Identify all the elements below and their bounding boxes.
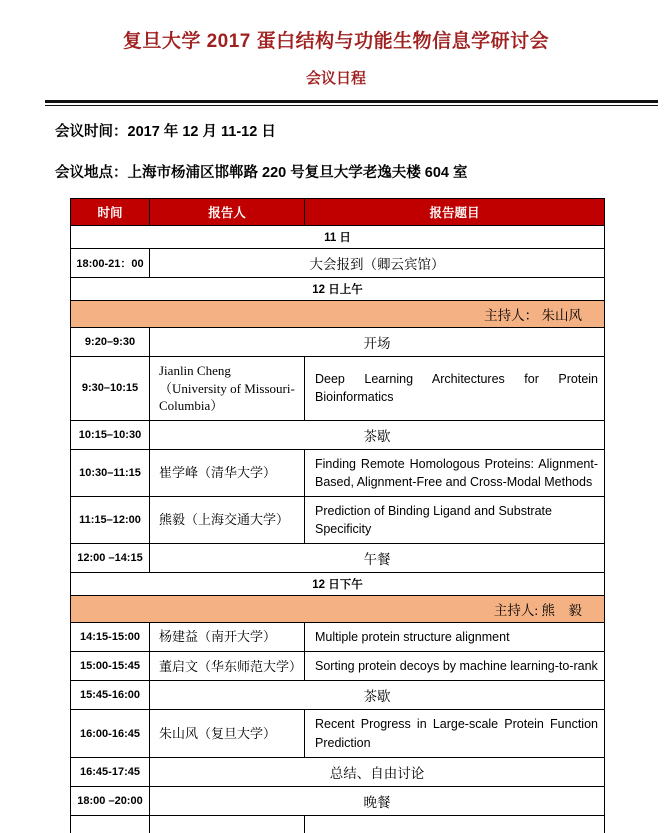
time-cell: 9:30–10:15 (71, 357, 150, 421)
time-cell: 15:45-16:00 (71, 681, 150, 710)
meeting-time: 会议时间：2017 年 12 月 11-12 日 (55, 124, 276, 140)
time-cell: 10:30–11:15 (71, 449, 150, 496)
time-cell: 16:45-17:45 (71, 757, 150, 786)
table-row (71, 623, 605, 652)
event-cell: 茶歇 (150, 420, 605, 449)
talk-title-cell: Sorting protein decoys by machine learning-to-rank (305, 652, 605, 681)
table-row (71, 544, 605, 573)
table-row (71, 757, 605, 786)
section-label: 12 日上午 (71, 278, 605, 301)
table-row (71, 420, 605, 449)
document-subtitle: 会议日程 (305, 70, 366, 87)
event-cell: 茶歇 (150, 681, 605, 710)
speaker-cell: 朱山风（复旦大学） (150, 710, 305, 757)
time-cell: 15:00-15:45 (71, 652, 150, 681)
table-row (71, 357, 605, 421)
section-row-day2-morning (71, 278, 605, 301)
host-label: 主持人: 熊 毅 (71, 596, 605, 623)
speaker-cell: Jianlin Cheng （University of Missouri-Columbia） (150, 357, 305, 421)
section-row-day2-afternoon (71, 573, 605, 596)
talk-title-cell: Recent Progress in Large-scale Protein Function Prediction (305, 710, 605, 757)
time-cell: 18:00 –20:00 (71, 786, 150, 815)
document-title: 复旦大学 2017 蛋白结构与功能生物信息学研讨会 (122, 31, 550, 52)
column-header-time: 时间 (71, 199, 150, 226)
talk-title-cell: Finding Remote Homologous Proteins: Alignment-Based, Alignment-Free and Cross-Modal Methods (305, 449, 605, 496)
host-row (71, 596, 605, 623)
section-label: 11 日 (71, 226, 605, 249)
table-row (71, 652, 605, 681)
time-cell: 12:00 –14:15 (71, 544, 150, 573)
table-row-cutoff (71, 815, 605, 833)
meeting-location: 会议地点：上海市杨浦区邯郸路 220 号复旦大学老逸夫楼 604 室 (55, 165, 468, 181)
talk-title-cell: Multiple protein structure alignment (305, 623, 605, 652)
speaker-cell: 崔学峰（清华大学） (150, 449, 305, 496)
table-row (71, 681, 605, 710)
table-row (71, 496, 605, 543)
speaker-cell: 熊毅（上海交通大学） (150, 496, 305, 543)
host-row (71, 301, 605, 328)
talk-title-cell: Deep Learning Architectures for Protein Bioinformatics (305, 357, 605, 421)
event-cell: 总结、自由讨论 (150, 757, 605, 786)
table-row (71, 328, 605, 357)
time-cell: 18:00-21：00 (71, 249, 150, 278)
time-cell: 9:20–9:30 (71, 328, 150, 357)
speaker-cell: 董启文（华东师范大学） (150, 652, 305, 681)
talk-title-cell: Prediction of Binding Ligand and Substrate Specificity (305, 496, 605, 543)
event-cell: 晚餐 (150, 786, 605, 815)
speaker-cell: 杨建益（南开大学） (150, 623, 305, 652)
event-cell: 大会报到（卿云宾馆） (150, 249, 605, 278)
event-cell: 开场 (150, 328, 605, 357)
host-label: 主持人： 朱山风 (71, 301, 605, 328)
table-row (71, 786, 605, 815)
time-cell: 16:00-16:45 (71, 710, 150, 757)
table-row (71, 249, 605, 278)
table-header-row (71, 199, 605, 226)
column-header-title: 报告题目 (305, 199, 605, 226)
table-row (71, 449, 605, 496)
agenda-table (70, 198, 605, 833)
time-cell: 14:15-15:00 (71, 623, 150, 652)
document-page (0, 26, 672, 810)
section-row-day1 (71, 226, 605, 249)
column-header-speaker: 报告人 (150, 199, 305, 226)
time-cell: 11:15–12:00 (71, 496, 150, 543)
thick-thin-divider (45, 100, 658, 106)
table-row (71, 710, 605, 757)
time-cell: 10:15–10:30 (71, 420, 150, 449)
section-label: 12 日下午 (71, 573, 605, 596)
event-cell: 午餐 (150, 544, 605, 573)
